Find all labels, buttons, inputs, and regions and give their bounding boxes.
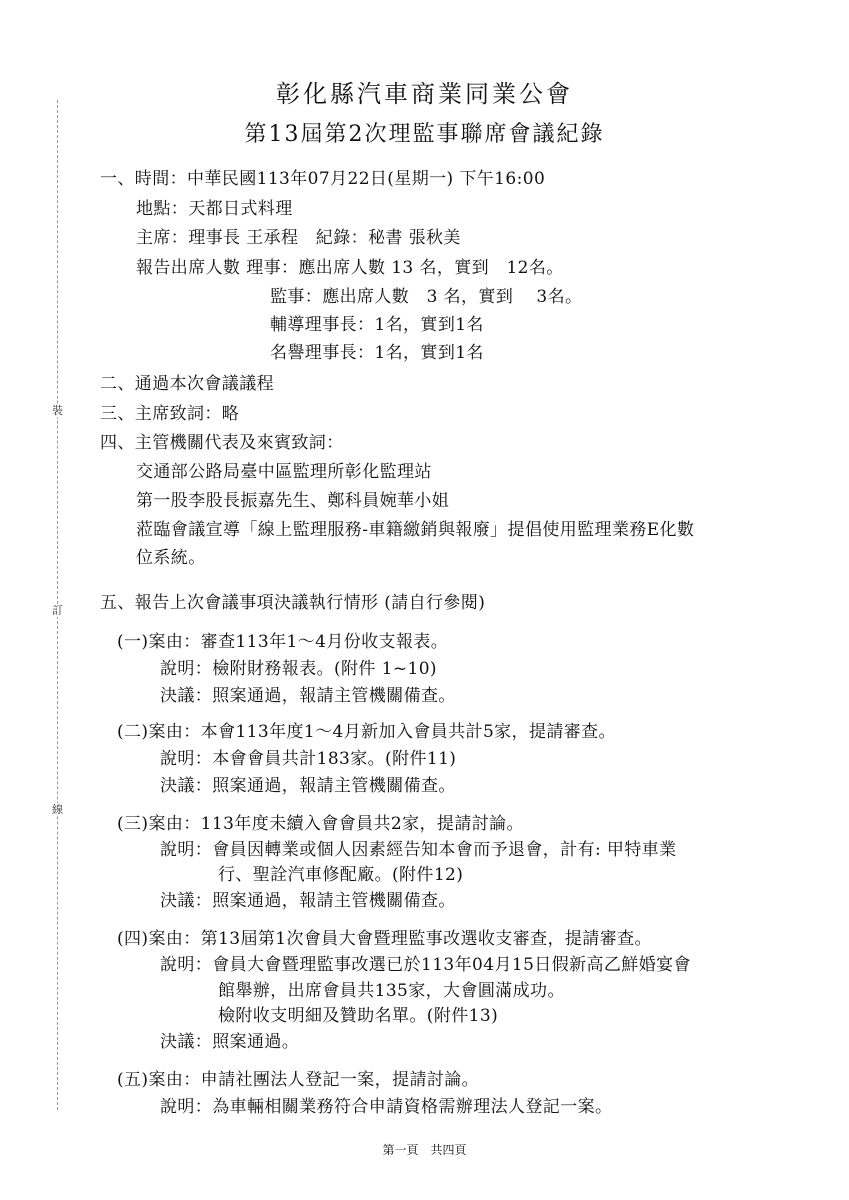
section-chair-speech: 三、主席致詞：略 [100,404,240,424]
case-line: 說明：會員因轉業或個人因素經告知本會而予退會，計有: 甲特車業 [160,840,677,860]
section-agenda: 二、通過本次會議議程 [100,374,274,394]
binding-mark-xian: 線 [52,803,63,816]
binding-mark-ding: 訂 [52,604,63,617]
page-number: 第一頁 共四頁 [382,1143,467,1157]
case-title: (一)案由：審查113年1～4月份收支報表。 [117,632,449,652]
section-guest-heading: 四、主管機關代表及來賓致詞： [100,433,344,453]
case-line: 行、聖詮汽車修配廠。(附件12) [218,865,464,885]
attendance-advisory: 輔導理事長：1名，實到1名 [270,315,484,335]
case-line: 決議：照案通過。 [160,1032,300,1052]
attendance-honorary: 名譽理事長：1名，實到1名 [270,343,484,363]
attendance-supervisors: 監事：應出席人數 3 名，實到 3名。 [270,287,583,307]
meeting-chair: 主席：理事長 王承程 紀錄：秘書 張秋美 [136,228,461,248]
document-subtitle: 第13屆第2次理監事聯席會議紀錄 [244,122,605,147]
binding-mark-zhuang: 裝 [52,404,63,417]
case-line: 決議：照案通過，報請主管機關備查。 [160,891,456,911]
case-line: 說明：本會會員共計183家。(附件11) [160,749,457,769]
case-title: (二)案由：本會113年度1～4月新加入會員共計5家，提請審查。 [117,722,616,742]
case-title: (五)案由：申請社團法人登記一案，提請討論。 [117,1070,480,1090]
case-line: 館舉辦，出席會員共135家，大會圓滿成功。 [218,981,565,1001]
guest-line: 位系統。 [136,548,206,568]
case-line: 說明：會員大會暨理監事改選已於113年04月15日假新高乙鮮婚宴會 [160,955,691,975]
case-line: 決議：照案通過，報請主管機關備查。 [160,686,456,706]
guest-line: 蒞臨會議宣導「線上監理服務-車籍繳銷與報廢」提倡使用監理業務E化數 [136,520,695,540]
case-title: (三)案由：113年度未續入會會員共2家，提請討論。 [117,814,524,834]
document-title: 彰化縣汽車商業同業公會 [276,80,573,108]
case-line: 檢附收支明細及贊助名單。(附件13) [218,1006,499,1026]
meeting-time: 一、時間：中華民國113年07月22日(星期一) 下午16:00 [100,169,546,189]
attendance-directors: 報告出席人數 理事：應出席人數 13 名，實到 12名。 [136,258,564,278]
case-line: 決議：照案通過，報請主管機關備查。 [160,776,456,796]
case-line: 說明：檢附財務報表。(附件 1~10) [160,659,437,679]
section-report-heading: 五、報告上次會議事項決議執行情形 (請自行參閱) [100,593,486,613]
guest-line: 第一股李股長振嘉先生、鄭科員婉華小姐 [136,491,450,511]
meeting-place: 地點：天都日式料理 [136,199,293,219]
case-title: (四)案由：第13屆第1次會員大會暨理監事改選收支審查，提請審查。 [117,929,652,949]
case-line: 說明：為車輛相關業務符合申請資格需辦理法人登記一案。 [160,1097,613,1117]
guest-line: 交通部公路局臺中區監理所彰化監理站 [136,462,432,482]
